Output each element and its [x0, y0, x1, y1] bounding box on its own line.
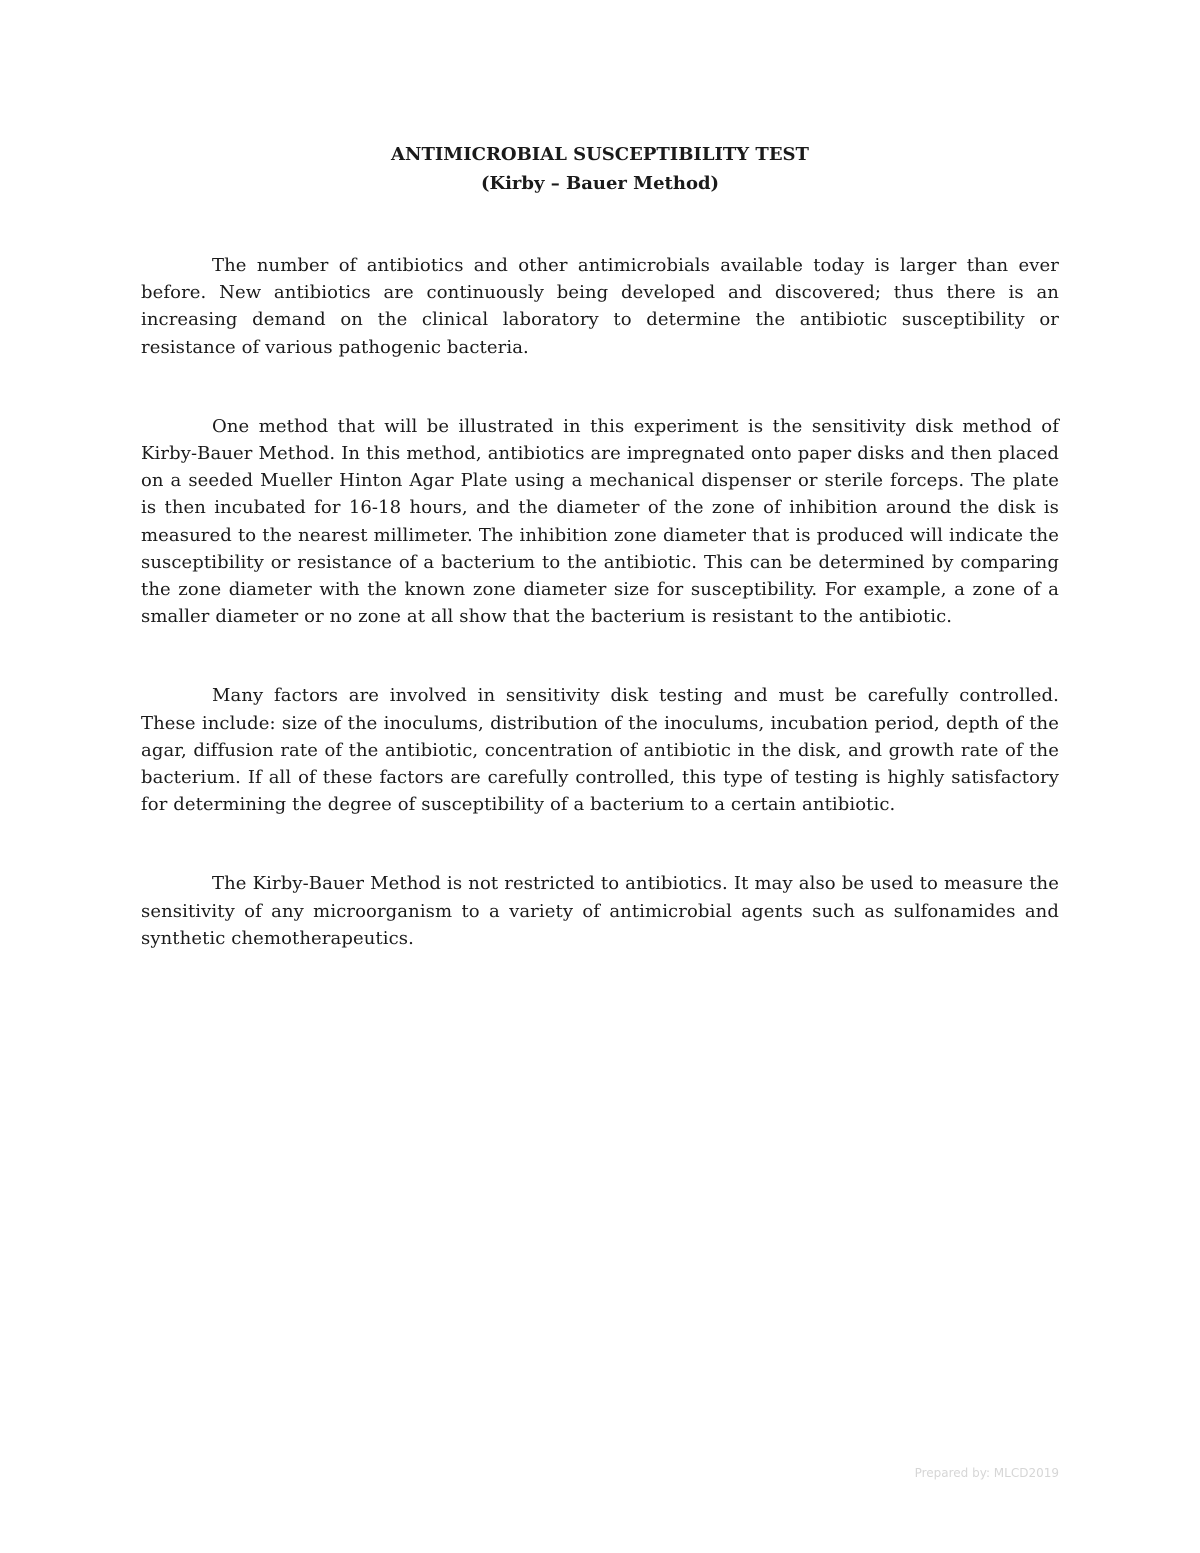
paragraph-scope: The Kirby-Bauer Method is not restricted to antibiotics. It may also be used to measure the sensitivity of any microorganism to a variety of antimicrobial agents such as sulfonamides and synthetic chemotherapeutics. [141, 873, 1059, 949]
document-subtitle: (Kirby – Bauer Method) [480, 173, 720, 194]
document-body [141, 252, 1059, 952]
footer-watermark: Prepared by: MLCD2019 [914, 1466, 1059, 1480]
paragraph-intro: The number of antibiotics and other antimicrobials available today is larger than ever before. New antibiotics are continuously being developed and discovered; thus there is an increasing demand on the clinical laboratory to determine the antibiotic susceptibility or resistance of various pathogenic bacteria. [141, 255, 1059, 358]
paragraph-factors: Many factors are involved in sensitivity disk testing and must be carefully controlled. These include: size of the inoculums, distribution of the inoculums, incubation period, depth of the agar, diffusion rate of the antibiotic, concentration of antibiotic in the disk, and growth rate of the bacterium. If all of these factors are carefully controlled, this type of testing is highly satisfactory for determining the degree of susceptibility of a bacterium to a certain antibiotic. [141, 685, 1059, 816]
paragraph-method: One method that will be illustrated in this experiment is the sensitivity disk method of Kirby-Bauer Method. In this method, antibiotics are impregnated onto paper disks and then placed on a seeded Mueller Hinton Agar Plate using a mechanical dispenser or sterile forceps. The plate is then incubated for 16-18 hours, and the diameter of the zone of inhibition around the disk is measured to the nearest millimeter. The inhibition zone diameter that is produced will indicate the susceptibility or resistance of a bacterium to the antibiotic. This can be determined by comparing the zone diameter with the known zone diameter size for susceptibility. For example, a zone of a smaller diameter or no zone at all show that the bacterium is resistant to the antibiotic. [141, 415, 1059, 628]
title-block [0, 140, 1200, 198]
document-title: ANTIMICROBIAL SUSCEPTIBILITY TEST [391, 144, 809, 165]
